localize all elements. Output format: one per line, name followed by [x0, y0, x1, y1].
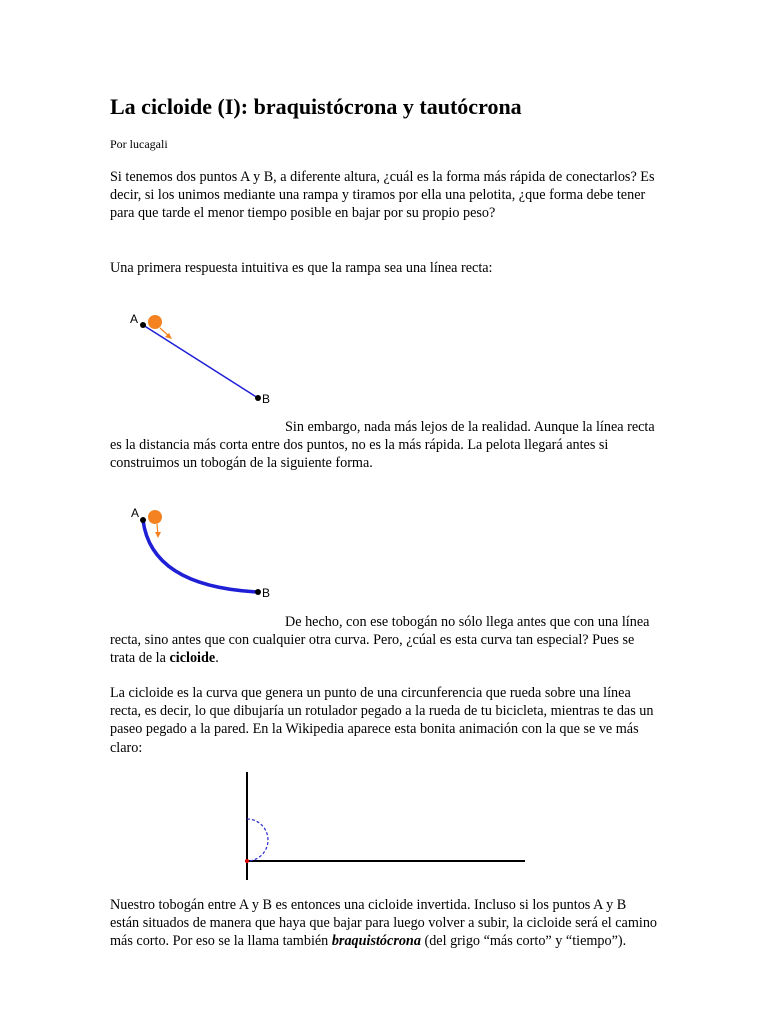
label-a: A	[131, 506, 140, 520]
author-byline: Por lucagali	[110, 137, 168, 151]
cycloid-animation-figure	[235, 770, 535, 890]
straight-ramp-figure	[120, 305, 320, 415]
point-a-dot	[140, 517, 146, 523]
cycloid-ramp-figure	[120, 500, 320, 610]
label-a: A	[130, 312, 139, 326]
arrowhead-icon	[155, 532, 161, 538]
label-b: B	[262, 586, 271, 600]
paragraph-straight-intro: Una primera respuesta intuitiva es que la rampa sea una línea recta:	[110, 260, 493, 276]
straight-ramp-line	[143, 325, 258, 398]
ball-icon	[148, 510, 162, 524]
point-a-dot	[140, 322, 146, 328]
ball-icon	[148, 315, 162, 329]
label-b: B	[262, 392, 271, 406]
tracing-point-dot	[245, 859, 249, 863]
point-b-dot	[255, 589, 261, 595]
paragraph-not-fastest: Sin embargo, nada más lejos de la realidad. Aunque la línea recta es la distancia más corta entre dos puntos, no es la más rápida. La pelota llegará antes si construimos un tobogán de la siguiente forma.	[110, 419, 655, 472]
paragraph-brachistochrone: Nuestro tobogán entre A y B es entonces una cicloide invertida. Incluso si los puntos A y B están situados de manera que haya que bajar para luego volver a subir, la cicloide será el camino más corto. Por eso se la llama también braquistócrona (del grigo “más corto” y “tiempo”).	[110, 897, 658, 950]
paragraph-cycloid-definition: La cicloide es la curva que genera un punto de una circunferencia que rueda sobre una línea recta, es decir, lo que dibujaría un rotulador pegado a la rueda de tu bicicleta, mientras te das un paseo pegado a la pared. En la Wikipedia aparece esta bonita animación con la que se ve más claro:	[110, 685, 654, 756]
article-title: La cicloide (I): braquistócrona y tautócrona	[110, 94, 522, 119]
paragraph-cycloid-intro: De hecho, con ese tobogán no sólo llega antes que con una línea recta, sino antes que con cualquier otra curva. Pero, ¿cúal es esta curva tan especial? Pues se trata de la cicloide.	[110, 614, 650, 667]
cycloid-ramp-curve	[143, 520, 258, 592]
paragraph-intro: Si tenemos dos puntos A y B, a diferente altura, ¿cuál es la forma más rápida de conectarlos? Es decir, si los unimos mediante una rampa y tiramos por ella una pelotita, ¿que forma debe tener para que tarde el menor tiempo posible en bajar por su propio peso?	[110, 169, 655, 222]
brachistochrone-term: braquistócrona	[331, 933, 421, 950]
cycloid-term: cicloide	[169, 650, 216, 667]
rolling-circle-arc	[247, 819, 268, 861]
point-b-dot	[255, 395, 261, 401]
